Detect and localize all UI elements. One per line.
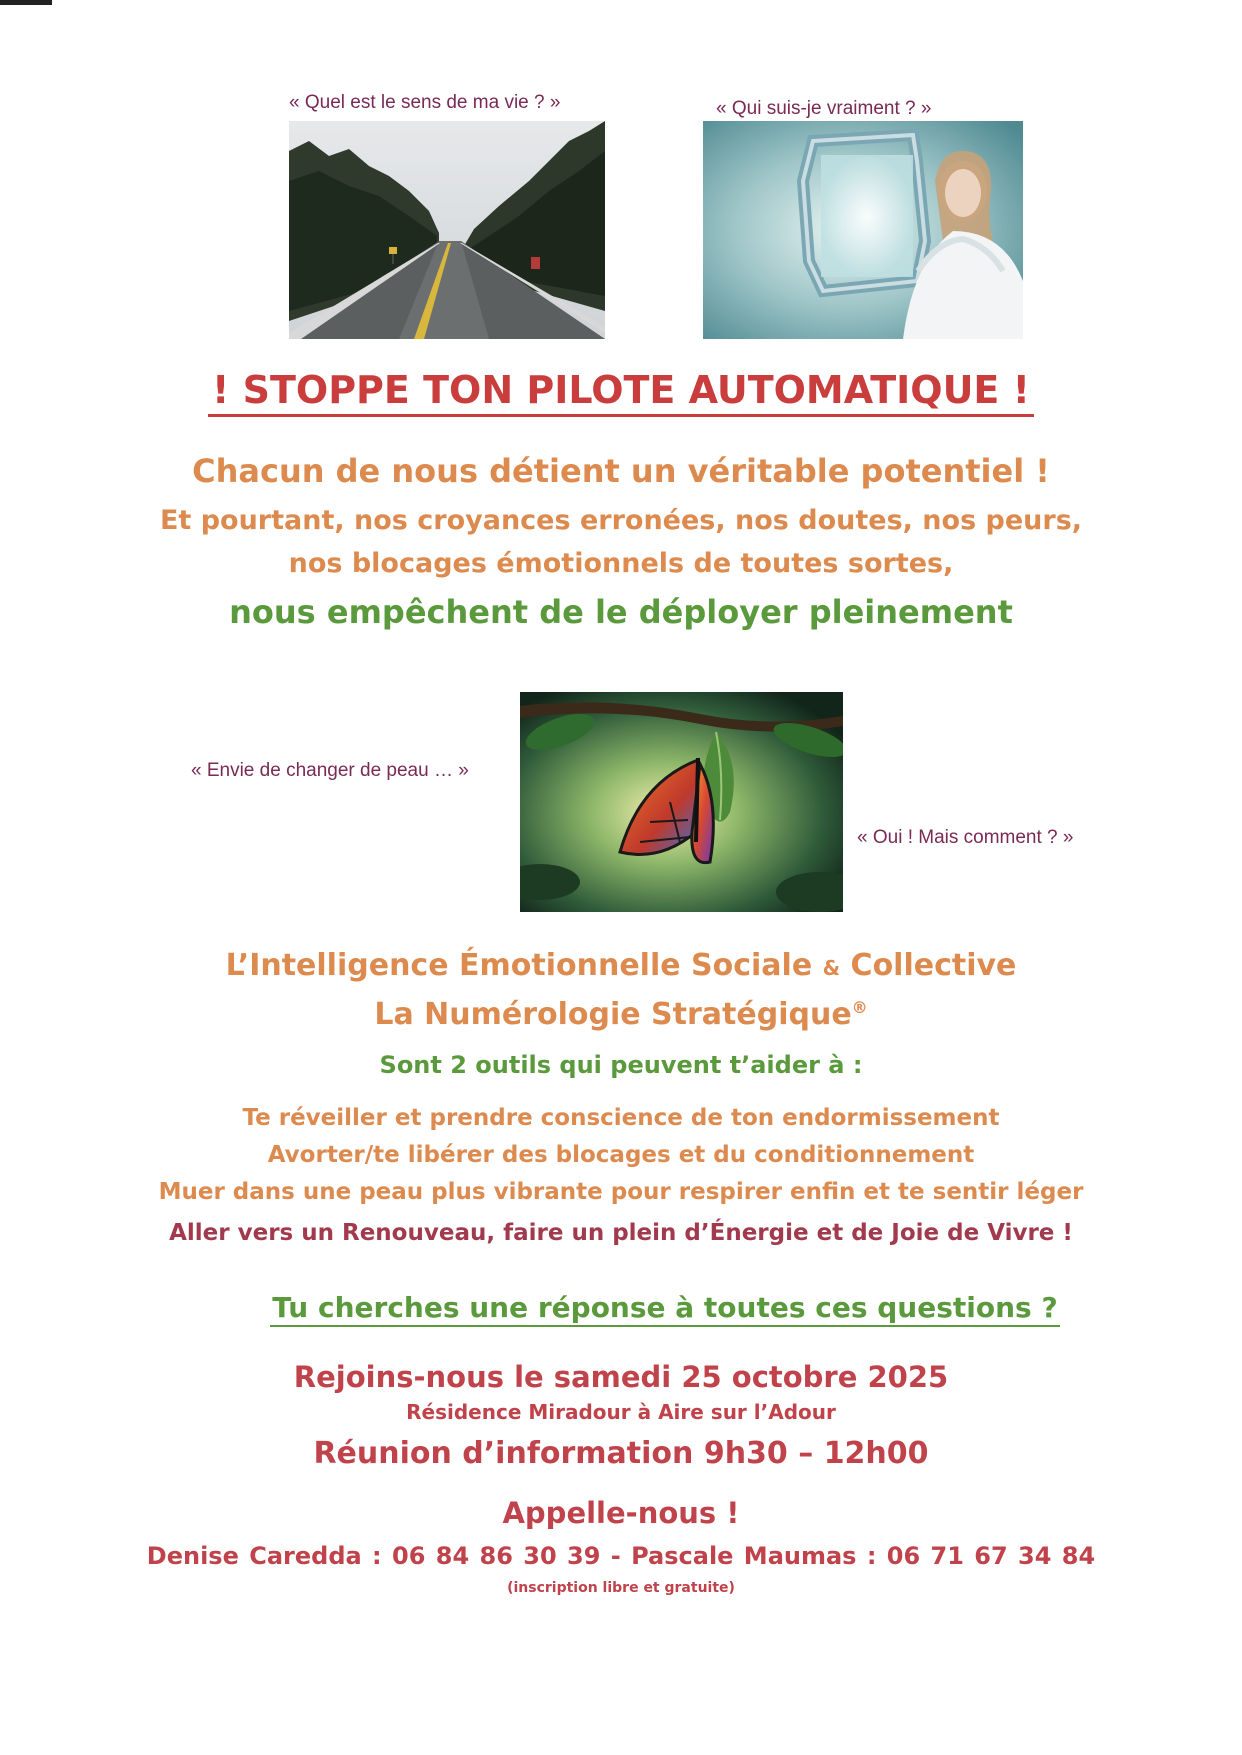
main-title (0, 368, 1242, 412)
scan-edge-mark (0, 0, 52, 5)
forest-road-photo (289, 121, 605, 339)
woman-mirror-photo (703, 121, 1023, 339)
tools-lead: Sont 2 outils qui peuvent t’aider à : (379, 1051, 863, 1079)
benefit-item: Avorter/te libérer des blocages et du conditionnement (267, 1142, 975, 1168)
intro-line-4: nous empêchent de le déployer pleinement (229, 593, 1013, 631)
tool-1-b: Collective (850, 948, 1017, 983)
butterfly-chrysalis-photo (520, 692, 843, 912)
tool-1 (0, 948, 1242, 983)
benefits-list (0, 1100, 1242, 1252)
intro-line-2: Et pourtant, nos croyances erronées, nos doutes, nos peurs, (159, 505, 1083, 536)
tool-2-name: La Numérologie Stratégique (374, 997, 852, 1032)
event-date: Rejoins-nous le samedi 25 octobre 2025 (293, 1360, 949, 1394)
caption-mirror: « Qui suis-je vraiment ? » (716, 98, 932, 119)
registration-note: (inscription libre et gratuite) (507, 1580, 735, 1596)
benefit-item: Aller vers un Renouveau, faire un plein d’Énergie et de Joie de Vivre ! (169, 1220, 1073, 1246)
question-line (44, 1291, 1242, 1324)
intro-line-1: Chacun de nous détient un véritable potentiel ! (192, 452, 1050, 490)
caption-skin: « Envie de changer de peau … » (191, 760, 469, 781)
contact-phones: Denise Caredda : 06 84 86 30 39 - Pascale Maumas : 06 71 67 34 84 (146, 1542, 1096, 1570)
registered-mark: ® (851, 998, 868, 1017)
caption-how: « Oui ! Mais comment ? » (857, 827, 1074, 848)
event-meeting: Réunion d’information 9h30 – 12h00 (313, 1436, 929, 1471)
main-title-text: ! STOPPE TON PILOTE AUTOMATIQUE ! (208, 368, 1034, 417)
benefit-item: Muer dans une peau plus vibrante pour respirer enfin et te sentir léger (158, 1179, 1084, 1205)
benefit-item: Te réveiller et prendre conscience de ton endormissement (242, 1105, 1000, 1131)
call-to-action: Appelle-nous ! (502, 1496, 740, 1530)
question-text: Tu cherches une réponse à toutes ces questions ? (270, 1291, 1059, 1327)
tool-1-a: L’Intelligence Émotionnelle Sociale (225, 948, 813, 983)
intro-line-3: nos blocages émotionnels de toutes sortes, (288, 548, 954, 579)
tool-1-amp: & (822, 956, 841, 980)
event-place: Résidence Miradour à Aire sur l’Adour (406, 1400, 836, 1424)
caption-road: « Quel est le sens de ma vie ? » (289, 92, 561, 113)
tool-2 (0, 997, 1242, 1032)
